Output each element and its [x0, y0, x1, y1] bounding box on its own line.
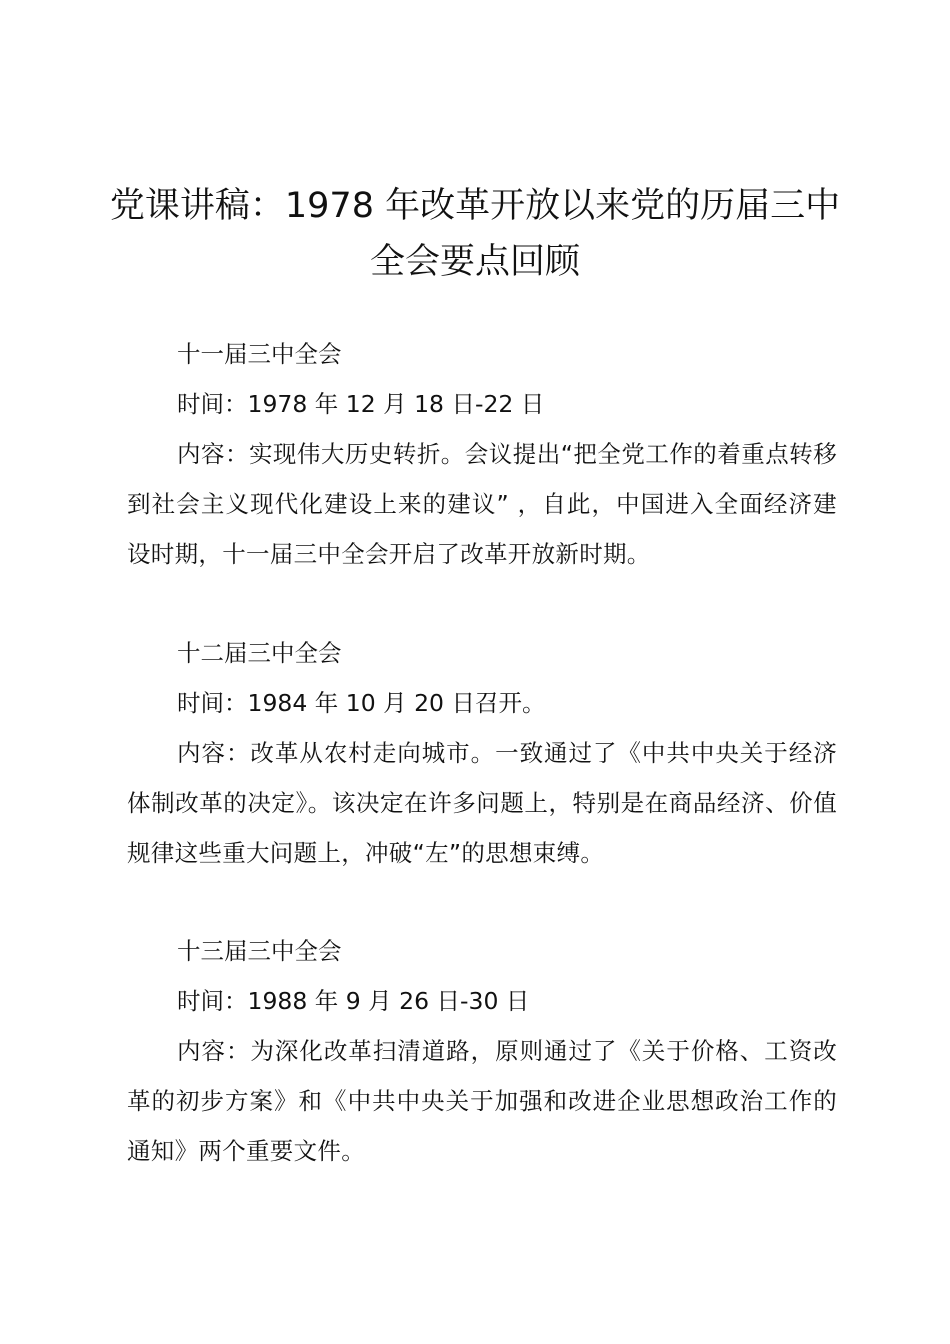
- section-content: 内容：改革从农村走向城市。一致通过了《中共中央关于经济体制改革的决定》。该决定在许多问题上，特别是在商品经济、价值规律这些重大问题上，冲破“左”的思想束缚。: [127, 739, 837, 867]
- section-time: 时间：1978 年 12 月 18 日-22 日: [177, 390, 545, 418]
- section-12th-third-plenum: [127, 628, 837, 878]
- section-content: 内容：实现伟大历史转折。会议提出“把全党工作的着重点转移到社会主义现代化建设上来的建议” ，自此，中国进入全面经济建设时期，十一届三中全会开启了改革开放新时期。: [127, 440, 837, 568]
- section-heading: 十二届三中全会: [177, 639, 342, 667]
- document-title: 党课讲稿：1978 年改革开放以来党的历届三中全会要点回顾: [109, 186, 841, 282]
- section-time: 时间：1988 年 9 月 26 日-30 日: [177, 987, 530, 1015]
- section-13th-third-plenum: [127, 926, 837, 1176]
- section-content: 内容：为深化改革扫清道路，原则通过了《关于价格、工资改革的初步方案》和《中共中央关于加强和改进企业思想政治工作的通知》两个重要文件。: [127, 1037, 837, 1165]
- section-heading: 十三届三中全会: [177, 937, 342, 965]
- section-heading: 十一届三中全会: [177, 340, 342, 368]
- section-11th-third-plenum: [127, 329, 837, 579]
- section-time: 时间：1984 年 10 月 20 日召开。: [177, 689, 546, 717]
